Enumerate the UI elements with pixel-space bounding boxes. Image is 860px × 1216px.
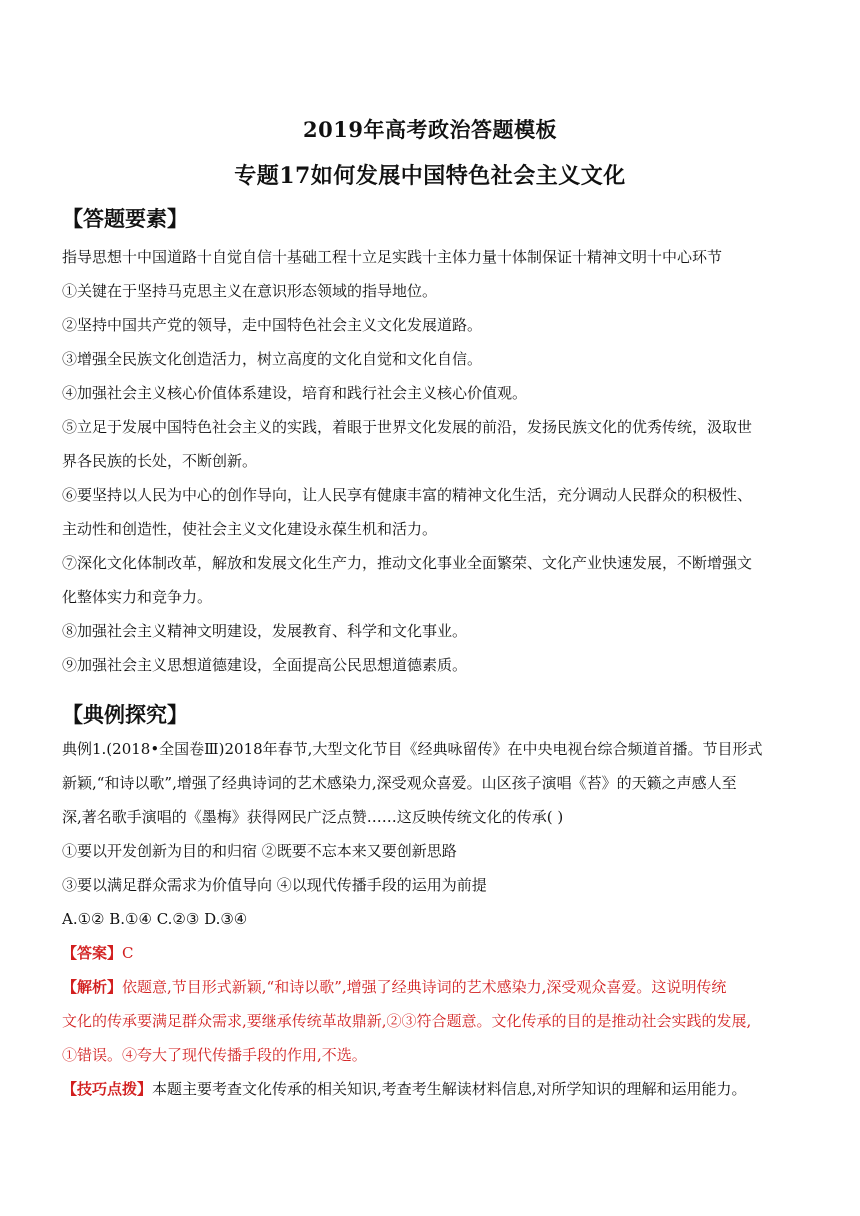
document-subtitle: 专题17如何发展中国特色社会主义文化 xyxy=(234,163,626,189)
elements-line: ①关键在于坚持马克思主义在意识形态领域的指导地位。 xyxy=(62,282,438,300)
elements-line: 指导思想十中国道路十自觉自信十基础工程十立足实践十主体力量十体制保证十精神文明十中心环节 xyxy=(62,248,723,266)
answer-value: C xyxy=(122,944,134,962)
example-question xyxy=(62,732,802,1106)
elements-line: ③增强全民族文化创造活力，树立高度的文化自觉和文化自信。 xyxy=(62,350,483,368)
elements-line: 主动性和创造性，使社会主义文化建设永葆生机和活力。 xyxy=(62,520,438,538)
analysis-line: ①错误。④夸大了现代传播手段的作用,不选。 xyxy=(62,1046,367,1064)
analysis-line xyxy=(62,970,802,1004)
document-title: 2019年高考政治答题模板 xyxy=(303,117,557,142)
answer-line xyxy=(62,936,802,970)
elements-line: ⑦深化文化体制改革，解放和发展文化生产力，推动文化事业全面繁荣、文化产业快速发展，不断增强文 xyxy=(62,554,753,572)
option-line: ①要以开发创新为目的和归宿 ②既要不忘本来又要创新思路 xyxy=(62,842,457,860)
elements-line: 界各民族的长处，不断创新。 xyxy=(62,452,258,470)
section-heading-elements: 【答题要素】 xyxy=(62,207,188,231)
question-line: 典例1.(2018•全国卷Ⅲ)2018年春节,大型文化节目《经典咏留传》在中央电视台综合频道首播。节目形式 xyxy=(62,740,763,758)
tip-text: 本题主要考查文化传承的相关知识,考查考生解读材料信息,对所学知识的理解和运用能力。 xyxy=(152,1080,747,1098)
elements-list xyxy=(62,240,802,682)
tip-label: 【技巧点拨】 xyxy=(62,1080,153,1098)
tip-line xyxy=(62,1072,802,1106)
elements-line: 化整体实力和竞争力。 xyxy=(62,588,213,606)
elements-line: ⑨加强社会主义思想道德建设，全面提高公民思想道德素质。 xyxy=(62,656,468,674)
choices-line: A.①② B.①④ C.②③ D.③④ xyxy=(62,910,248,928)
elements-line: ⑧加强社会主义精神文明建设，发展教育、科学和文化事业。 xyxy=(62,622,468,640)
analysis-label: 【解析】 xyxy=(62,978,123,996)
analysis-text: 依题意,节目形式新颖,“和诗以歌”,增强了经典诗词的艺术感染力,深受观众喜爱。这说明传统 xyxy=(122,978,727,996)
elements-line: ②坚持中国共产党的领导，走中国特色社会主义文化发展道路。 xyxy=(62,316,483,334)
elements-line: ④加强社会主义核心价值体系建设，培育和践行社会主义核心价值观。 xyxy=(62,384,528,402)
answer-label: 【答案】 xyxy=(62,944,123,962)
analysis-line: 文化的传承要满足群众需求,要继承传统革故鼎新,②③符合题意。文化传承的目的是推动社会实践的发展, xyxy=(62,1012,752,1030)
option-line: ③要以满足群众需求为价值导向 ④以现代传播手段的运用为前提 xyxy=(62,876,487,894)
elements-line: ⑥要坚持以人民为中心的创作导向，让人民享有健康丰富的精神文化生活，充分调动人民群众的积极性、 xyxy=(62,486,753,504)
question-line: 新颖,“和诗以歌”,增强了经典诗词的艺术感染力,深受观众喜爱。山区孩子演唱《苔》的天籁之声感人至 xyxy=(62,774,737,792)
section-heading-examples: 【典例探究】 xyxy=(62,703,188,727)
elements-line: ⑤立足于发展中国特色社会主义的实践，着眼于世界文化发展的前沿，发扬民族文化的优秀传统，汲取世 xyxy=(62,418,753,436)
question-line: 深,著名歌手演唱的《墨梅》获得网民广泛点赞……这反映传统文化的传承( ) xyxy=(62,808,564,826)
